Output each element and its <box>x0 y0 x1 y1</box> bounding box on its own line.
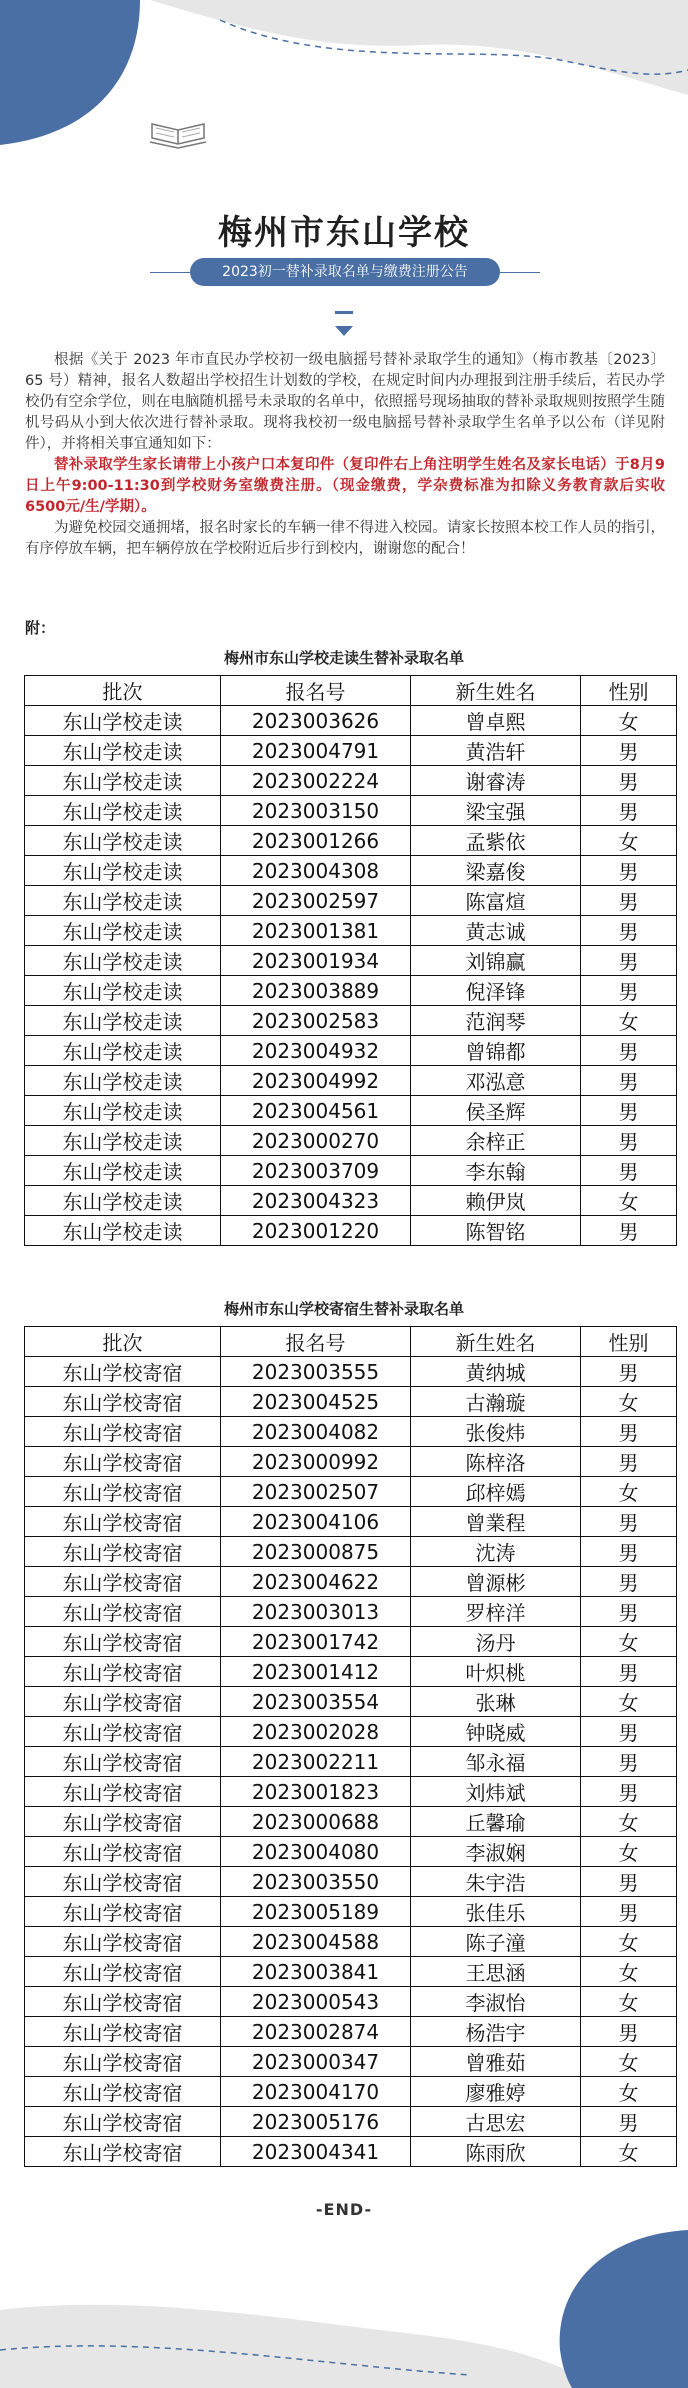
table-row <box>25 946 677 976</box>
cell-student-name: 汤丹 <box>411 1627 581 1657</box>
table-header-row <box>25 1327 677 1357</box>
boarding-student-table-title: 梅州市东山学校寄宿生替补录取名单 <box>223 1300 464 1318</box>
cell-gender: 女 <box>581 1387 677 1417</box>
boarding-student-table <box>24 1326 677 2167</box>
table-row <box>25 1186 677 1216</box>
table-row <box>25 796 677 826</box>
table-row <box>25 1597 677 1627</box>
cell-reg-no: 2023004080 <box>221 1837 411 1867</box>
cell-student-name: 张俊炜 <box>411 1417 581 1447</box>
cell-batch: 东山学校寄宿 <box>25 1897 221 1927</box>
cell-batch: 东山学校寄宿 <box>25 2137 221 2167</box>
cell-reg-no: 2023001266 <box>221 826 411 856</box>
appendix-label: 附： <box>25 619 56 637</box>
cell-gender: 男 <box>581 1537 677 1567</box>
cell-student-name: 王思涵 <box>411 1957 581 1987</box>
cell-reg-no: 2023004992 <box>221 1066 411 1096</box>
cell-reg-no: 2023004170 <box>221 2077 411 2107</box>
cell-batch: 东山学校寄宿 <box>25 1627 221 1657</box>
cell-reg-no: 2023004561 <box>221 1096 411 1126</box>
day-student-table-title: 梅州市东山学校走读生替补录取名单 <box>223 649 464 667</box>
cell-batch: 东山学校寄宿 <box>25 1657 221 1687</box>
table-row <box>25 736 677 766</box>
cell-batch: 东山学校走读 <box>25 826 221 856</box>
divider-bar <box>335 311 353 314</box>
cell-student-name: 李淑娴 <box>411 1837 581 1867</box>
cell-batch: 东山学校走读 <box>25 1156 221 1186</box>
cell-gender: 女 <box>581 1957 677 1987</box>
cell-batch: 东山学校走读 <box>25 1006 221 1036</box>
cell-gender: 男 <box>581 1777 677 1807</box>
cell-student-name: 杨浩宇 <box>411 2017 581 2047</box>
cell-gender: 女 <box>581 1186 677 1216</box>
cell-reg-no: 2023005176 <box>221 2107 411 2137</box>
cell-reg-no: 2023002597 <box>221 886 411 916</box>
cell-reg-no: 2023003841 <box>221 1957 411 1987</box>
cell-reg-no: 2023002211 <box>221 1747 411 1777</box>
cell-reg-no: 2023004588 <box>221 1927 411 1957</box>
cell-batch: 东山学校走读 <box>25 946 221 976</box>
cell-batch: 东山学校寄宿 <box>25 1537 221 1567</box>
cell-reg-no: 2023002874 <box>221 2017 411 2047</box>
cell-reg-no: 2023003554 <box>221 1687 411 1717</box>
cell-student-name: 陈富煊 <box>411 886 581 916</box>
cell-gender: 男 <box>581 1417 677 1447</box>
cell-gender: 男 <box>581 946 677 976</box>
cell-batch: 东山学校走读 <box>25 1186 221 1216</box>
cell-batch: 东山学校寄宿 <box>25 1567 221 1597</box>
column-header-name: 新生姓名 <box>411 1327 581 1357</box>
cell-reg-no: 2023000992 <box>221 1447 411 1477</box>
cell-student-name: 丘馨瑜 <box>411 1807 581 1837</box>
table-row <box>25 856 677 886</box>
cell-batch: 东山学校走读 <box>25 1036 221 1066</box>
cell-gender: 男 <box>581 886 677 916</box>
cell-batch: 东山学校寄宿 <box>25 2107 221 2137</box>
cell-gender: 女 <box>581 2137 677 2167</box>
cell-student-name: 侯圣辉 <box>411 1096 581 1126</box>
cell-gender: 男 <box>581 1447 677 1477</box>
table-row <box>25 1807 677 1837</box>
table-row <box>25 1717 677 1747</box>
table-row <box>25 706 677 736</box>
cell-batch: 东山学校走读 <box>25 976 221 1006</box>
cell-student-name: 刘炜斌 <box>411 1777 581 1807</box>
cell-student-name: 古思宏 <box>411 2107 581 2137</box>
table-row <box>25 1507 677 1537</box>
cell-student-name: 陈子潼 <box>411 1927 581 1957</box>
cell-student-name: 陈雨欣 <box>411 2137 581 2167</box>
table-row <box>25 1567 677 1597</box>
notice-paragraph-payment: 替补录取学生家长请带上小孩户口本复印件（复印件右上角注明学生姓名及家长电话）于8月9日上午9:00-11:30到学校财务室缴费注册。（现金缴费，学杂费标准为扣除义务教育款后实收6500元/生/学期）。 <box>25 457 665 515</box>
cell-gender: 男 <box>581 796 677 826</box>
cell-reg-no: 2023004932 <box>221 1036 411 1066</box>
cell-gender: 男 <box>581 916 677 946</box>
day-student-table-body <box>25 706 677 1246</box>
cell-batch: 东山学校走读 <box>25 916 221 946</box>
cell-student-name: 梁嘉俊 <box>411 856 581 886</box>
cell-student-name: 黄浩轩 <box>411 736 581 766</box>
page-title: 梅州市东山学校 <box>218 213 470 253</box>
cell-student-name: 李东翰 <box>411 1156 581 1186</box>
cell-batch: 东山学校寄宿 <box>25 2017 221 2047</box>
cell-batch: 东山学校寄宿 <box>25 1687 221 1717</box>
cell-reg-no: 2023003626 <box>221 706 411 736</box>
cell-gender: 男 <box>581 1567 677 1597</box>
table-row <box>25 766 677 796</box>
table-row <box>25 1417 677 1447</box>
open-book-icon <box>150 124 206 148</box>
notice-paragraph-traffic: 为避免校园交通拥堵，报名时家长的车辆一律不得进入校园。请家长按照本校工作人员的指引，有序停放车辆，把车辆停放在学校附近后步行到校内，谢谢您的配合！ <box>25 520 665 557</box>
cell-reg-no: 2023001220 <box>221 1216 411 1246</box>
cell-batch: 东山学校寄宿 <box>25 2047 221 2077</box>
cell-batch: 东山学校走读 <box>25 766 221 796</box>
table-row <box>25 2047 677 2077</box>
table-row <box>25 2137 677 2167</box>
cell-student-name: 孟紫依 <box>411 826 581 856</box>
cell-student-name: 陈梓洛 <box>411 1447 581 1477</box>
cell-gender: 男 <box>581 1747 677 1777</box>
cell-batch: 东山学校走读 <box>25 1066 221 1096</box>
cell-student-name: 邓泓意 <box>411 1066 581 1096</box>
table-header-row <box>25 676 677 706</box>
cell-gender: 女 <box>581 1627 677 1657</box>
cell-batch: 东山学校寄宿 <box>25 1987 221 2017</box>
cell-student-name: 朱宇浩 <box>411 1867 581 1897</box>
cell-batch: 东山学校寄宿 <box>25 1747 221 1777</box>
cell-student-name: 陈智铭 <box>411 1216 581 1246</box>
cell-gender: 女 <box>581 2047 677 2077</box>
cell-gender: 女 <box>581 1807 677 1837</box>
cell-gender: 女 <box>581 2077 677 2107</box>
table-row <box>25 1777 677 1807</box>
cell-student-name: 张佳乐 <box>411 1897 581 1927</box>
cell-batch: 东山学校寄宿 <box>25 1447 221 1477</box>
cell-gender: 女 <box>581 1687 677 1717</box>
cell-student-name: 邹永福 <box>411 1747 581 1777</box>
cell-gender: 女 <box>581 1006 677 1036</box>
boarding-student-table-body <box>25 1357 677 2167</box>
cell-reg-no: 2023003550 <box>221 1867 411 1897</box>
notice-body <box>25 350 665 560</box>
subtitle-rule-left <box>150 272 190 273</box>
cell-student-name: 曾雅茹 <box>411 2047 581 2077</box>
cell-reg-no: 2023000270 <box>221 1126 411 1156</box>
cell-reg-no: 2023004622 <box>221 1567 411 1597</box>
cell-reg-no: 2023004308 <box>221 856 411 886</box>
cell-reg-no: 2023001412 <box>221 1657 411 1687</box>
table-row <box>25 916 677 946</box>
table-row <box>25 1987 677 2017</box>
cell-reg-no: 2023004323 <box>221 1186 411 1216</box>
column-header-reg-no: 报名号 <box>221 1327 411 1357</box>
cell-reg-no: 2023003555 <box>221 1357 411 1387</box>
cell-reg-no: 2023000347 <box>221 2047 411 2077</box>
table-row <box>25 1687 677 1717</box>
cell-batch: 东山学校寄宿 <box>25 1477 221 1507</box>
cell-gender: 男 <box>581 1216 677 1246</box>
cell-student-name: 曾業程 <box>411 1507 581 1537</box>
header-decoration <box>0 0 688 200</box>
table-row <box>25 886 677 916</box>
table-row <box>25 1096 677 1126</box>
cell-gender: 女 <box>581 1987 677 2017</box>
column-header-gender: 性别 <box>581 1327 677 1357</box>
cell-gender: 男 <box>581 736 677 766</box>
cell-gender: 男 <box>581 1066 677 1096</box>
cell-student-name: 曾卓熙 <box>411 706 581 736</box>
cell-batch: 东山学校寄宿 <box>25 1387 221 1417</box>
cell-reg-no: 2023002028 <box>221 1717 411 1747</box>
cell-reg-no: 2023005189 <box>221 1897 411 1927</box>
cell-batch: 东山学校走读 <box>25 736 221 766</box>
table-row <box>25 1477 677 1507</box>
cell-gender: 女 <box>581 826 677 856</box>
cell-student-name: 沈涛 <box>411 1537 581 1567</box>
table-row <box>25 1867 677 1897</box>
cell-reg-no: 2023001742 <box>221 1627 411 1657</box>
cell-student-name: 倪泽锋 <box>411 976 581 1006</box>
cell-student-name: 梁宝强 <box>411 796 581 826</box>
cell-gender: 女 <box>581 1837 677 1867</box>
cell-batch: 东山学校走读 <box>25 886 221 916</box>
cell-reg-no: 2023000543 <box>221 1987 411 2017</box>
cell-batch: 东山学校走读 <box>25 1096 221 1126</box>
cell-gender: 男 <box>581 1156 677 1186</box>
cell-batch: 东山学校寄宿 <box>25 1717 221 1747</box>
cell-reg-no: 2023003709 <box>221 1156 411 1186</box>
cell-reg-no: 2023000688 <box>221 1807 411 1837</box>
cell-reg-no: 2023000875 <box>221 1537 411 1567</box>
cell-reg-no: 2023001934 <box>221 946 411 976</box>
cell-batch: 东山学校走读 <box>25 1126 221 1156</box>
table-row <box>25 1927 677 1957</box>
cell-student-name: 谢睿涛 <box>411 766 581 796</box>
cell-gender: 男 <box>581 1597 677 1627</box>
cell-reg-no: 2023002224 <box>221 766 411 796</box>
table-row <box>25 1537 677 1567</box>
cell-student-name: 刘锦赢 <box>411 946 581 976</box>
footer-decoration <box>0 2200 688 2388</box>
cell-reg-no: 2023002507 <box>221 1477 411 1507</box>
cell-batch: 东山学校寄宿 <box>25 1807 221 1837</box>
table-row <box>25 1957 677 1987</box>
cell-gender: 男 <box>581 1717 677 1747</box>
cell-student-name: 范润琴 <box>411 1006 581 1036</box>
cell-batch: 东山学校寄宿 <box>25 1597 221 1627</box>
table-row <box>25 1156 677 1186</box>
column-header-reg-no: 报名号 <box>221 676 411 706</box>
cell-gender: 女 <box>581 1477 677 1507</box>
cell-batch: 东山学校走读 <box>25 706 221 736</box>
cell-gender: 男 <box>581 2017 677 2047</box>
cell-student-name: 叶炽桃 <box>411 1657 581 1687</box>
table-row <box>25 1447 677 1477</box>
cell-student-name: 黄纳城 <box>411 1357 581 1387</box>
cell-reg-no: 2023004791 <box>221 736 411 766</box>
cell-gender: 男 <box>581 856 677 886</box>
table-row <box>25 1036 677 1066</box>
table-row <box>25 1627 677 1657</box>
end-marker: -END- <box>315 2200 373 2219</box>
cell-batch: 东山学校寄宿 <box>25 1357 221 1387</box>
cell-batch: 东山学校寄宿 <box>25 1837 221 1867</box>
cell-gender: 男 <box>581 1357 677 1387</box>
cell-gender: 男 <box>581 2107 677 2137</box>
cell-reg-no: 2023001381 <box>221 916 411 946</box>
table-row <box>25 1126 677 1156</box>
cell-gender: 女 <box>581 1927 677 1957</box>
cell-gender: 男 <box>581 1657 677 1687</box>
cell-batch: 东山学校寄宿 <box>25 1777 221 1807</box>
table-row <box>25 1837 677 1867</box>
cell-reg-no: 2023002583 <box>221 1006 411 1036</box>
cell-reg-no: 2023004082 <box>221 1417 411 1447</box>
cell-batch: 东山学校寄宿 <box>25 1417 221 1447</box>
cell-gender: 女 <box>581 706 677 736</box>
table-row <box>25 1357 677 1387</box>
day-student-table <box>24 675 677 1246</box>
table-row <box>25 2077 677 2107</box>
cell-student-name: 罗梓洋 <box>411 1597 581 1627</box>
cell-student-name: 李淑怡 <box>411 1987 581 2017</box>
cell-student-name: 张琳 <box>411 1687 581 1717</box>
cell-reg-no: 2023004525 <box>221 1387 411 1417</box>
table-row <box>25 826 677 856</box>
cell-gender: 男 <box>581 1036 677 1066</box>
table-row <box>25 1387 677 1417</box>
cell-gender: 男 <box>581 1507 677 1537</box>
cell-batch: 东山学校寄宿 <box>25 1507 221 1537</box>
notice-paragraph-intro: 根据《关于 2023 年市直民办学校初一级电脑摇号替补录取学生的通知》（梅市教基〔2023〕65 号）精神，报名人数超出学校招生计划数的学校，在规定时间内办理报到注册手续后，若民办学校仍有空余学位，则在电脑随机摇号未录取的名单中，依照摇号现场抽取的替补录取规则按照学生随机号码从小到大依次进行替补录取。现将我校初一级电脑摇号替补录取学生名单予以公布（详见附件），并将相关事宜通知如下： <box>25 352 665 452</box>
table-row <box>25 1006 677 1036</box>
cell-gender: 男 <box>581 766 677 796</box>
cell-gender: 男 <box>581 1096 677 1126</box>
column-header-batch: 批次 <box>25 1327 221 1357</box>
cell-reg-no: 2023003889 <box>221 976 411 1006</box>
subtitle-rule-right <box>500 272 540 273</box>
cell-student-name: 曾锦都 <box>411 1036 581 1066</box>
table-row <box>25 1657 677 1687</box>
table-row <box>25 1747 677 1777</box>
cell-reg-no: 2023003013 <box>221 1597 411 1627</box>
column-header-gender: 性别 <box>581 676 677 706</box>
cell-batch: 东山学校寄宿 <box>25 1927 221 1957</box>
table-row <box>25 1897 677 1927</box>
cell-student-name: 曾源彬 <box>411 1567 581 1597</box>
cell-batch: 东山学校寄宿 <box>25 1867 221 1897</box>
cell-batch: 东山学校走读 <box>25 796 221 826</box>
cell-gender: 男 <box>581 976 677 1006</box>
cell-batch: 东山学校寄宿 <box>25 2077 221 2107</box>
cell-student-name: 余梓正 <box>411 1126 581 1156</box>
cell-student-name: 黄志诚 <box>411 916 581 946</box>
cell-reg-no: 2023001823 <box>221 1777 411 1807</box>
cell-reg-no: 2023004106 <box>221 1507 411 1537</box>
subtitle-badge: 2023初一替补录取名单与缴费注册公告 <box>190 258 500 286</box>
cell-batch: 东山学校寄宿 <box>25 1957 221 1987</box>
cell-gender: 男 <box>581 1867 677 1897</box>
cell-batch: 东山学校走读 <box>25 856 221 886</box>
cell-student-name: 钟晓威 <box>411 1717 581 1747</box>
cell-student-name: 古瀚璇 <box>411 1387 581 1417</box>
table-row <box>25 2107 677 2137</box>
table-row <box>25 976 677 1006</box>
column-header-batch: 批次 <box>25 676 221 706</box>
cell-student-name: 廖雅婷 <box>411 2077 581 2107</box>
cell-student-name: 邱梓嫣 <box>411 1477 581 1507</box>
column-header-name: 新生姓名 <box>411 676 581 706</box>
cell-batch: 东山学校走读 <box>25 1216 221 1246</box>
cell-gender: 男 <box>581 1126 677 1156</box>
cell-gender: 男 <box>581 1897 677 1927</box>
cell-reg-no: 2023003150 <box>221 796 411 826</box>
table-row <box>25 2017 677 2047</box>
cell-reg-no: 2023004341 <box>221 2137 411 2167</box>
table-row <box>25 1066 677 1096</box>
table-row <box>25 1216 677 1246</box>
chevron-down-icon <box>335 326 353 336</box>
cell-student-name: 赖伊岚 <box>411 1186 581 1216</box>
